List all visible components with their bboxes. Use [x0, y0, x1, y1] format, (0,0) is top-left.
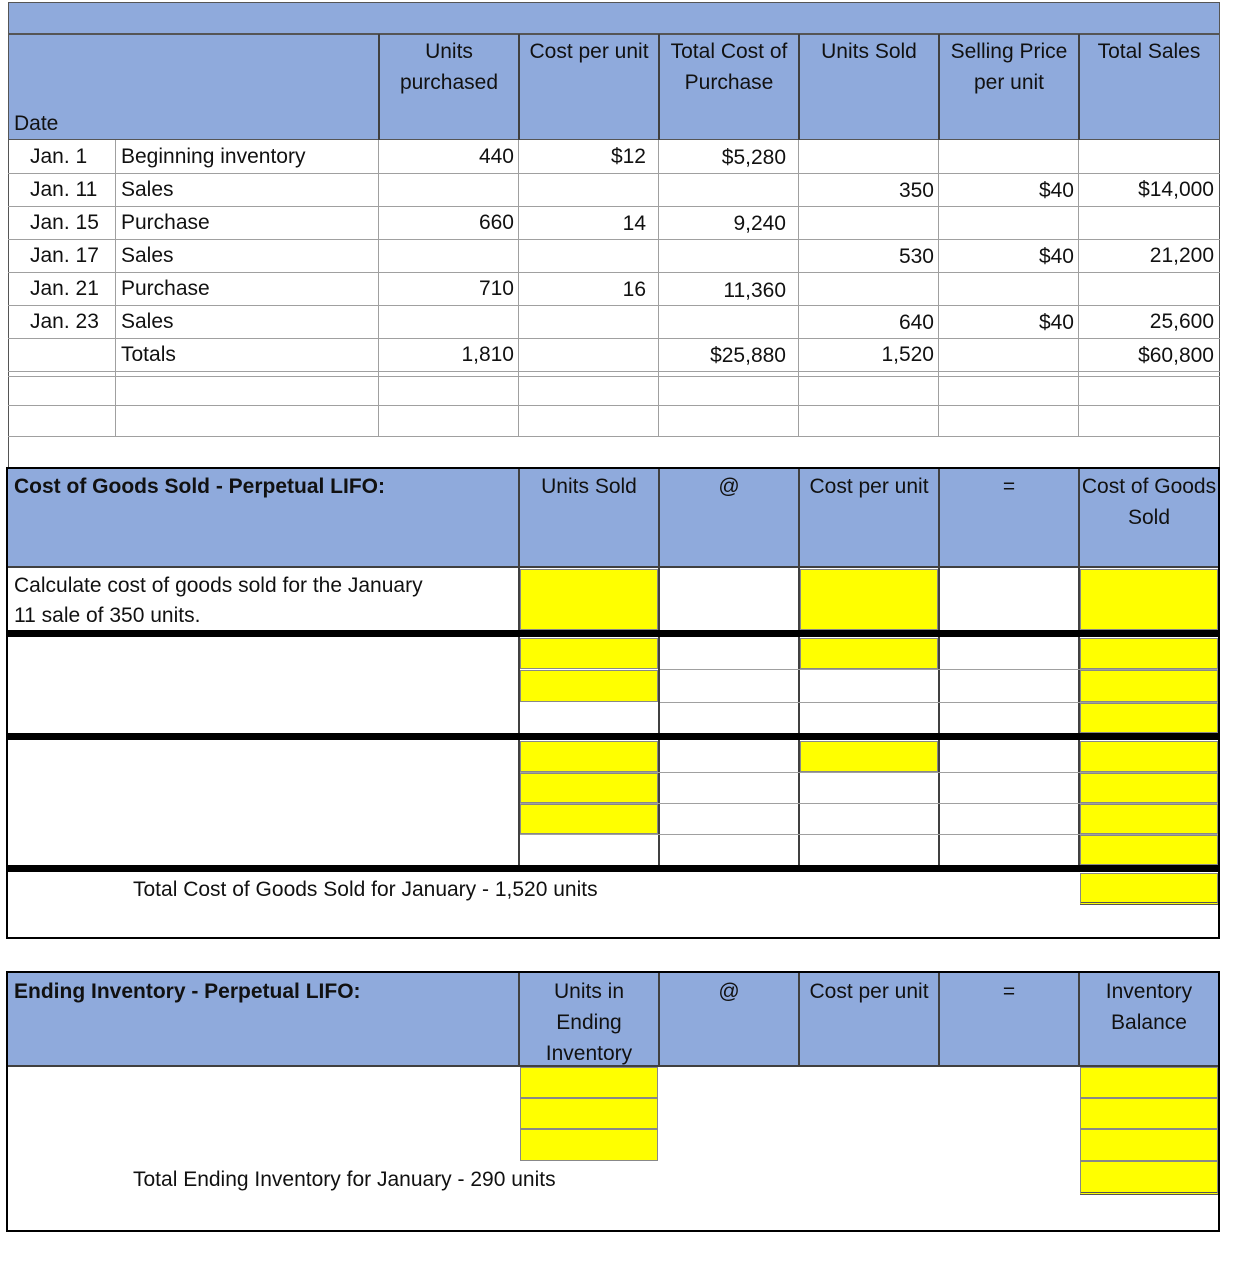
- totals-units: 1,810: [461, 343, 514, 366]
- row-description: Sales: [121, 310, 174, 333]
- row-sales: $14,000: [1138, 178, 1214, 201]
- ending-header-at: @: [718, 980, 740, 1003]
- cogs-units-input[interactable]: [520, 638, 658, 669]
- header-units-purchased: Units purchased: [399, 40, 499, 94]
- totals-sold: 1,520: [881, 343, 934, 366]
- row-units-sold: 530: [898, 245, 934, 268]
- cogs-units-input[interactable]: [520, 569, 658, 630]
- row-description: Purchase: [121, 277, 210, 300]
- cogs-header-cost-per-unit: Cost per unit: [809, 475, 929, 498]
- row-units: 440: [478, 145, 514, 168]
- row-price: $40: [1038, 311, 1074, 334]
- ending-balance-input[interactable]: [1080, 1098, 1218, 1129]
- row-cost: 14: [622, 212, 646, 235]
- cogs-cost-input[interactable]: [800, 638, 938, 669]
- row-description: Purchase: [121, 211, 210, 234]
- cogs-amount-input[interactable]: [1080, 835, 1218, 865]
- row-total-cost: $5,280: [721, 146, 786, 169]
- ending-title: Ending Inventory - Perpetual LIFO:: [14, 980, 361, 1003]
- cogs-total-input[interactable]: [1080, 873, 1218, 905]
- totals-label: Totals: [121, 343, 176, 366]
- header-date: Date: [14, 112, 59, 135]
- cogs-total-label: Total Cost of Goods Sold for January - 1,520 units: [133, 878, 598, 901]
- cogs-header-equals: =: [1002, 475, 1016, 498]
- row-date: Jan. 23: [30, 310, 99, 333]
- cogs-cost-input[interactable]: [800, 569, 938, 630]
- row-description: Beginning inventory: [121, 145, 306, 168]
- cogs-amount-input[interactable]: [1080, 804, 1218, 834]
- row-description: Sales: [121, 244, 174, 267]
- cogs-amount-input[interactable]: [1080, 638, 1218, 669]
- cogs-units-input[interactable]: [520, 670, 658, 702]
- row-date: Jan. 1: [30, 145, 88, 168]
- row-description: Sales: [121, 178, 174, 201]
- row-date: Jan. 17: [30, 244, 99, 267]
- cogs-units-input[interactable]: [520, 773, 658, 803]
- row-sales: 21,200: [1149, 244, 1214, 267]
- row-cost: $12: [610, 145, 646, 168]
- row-total-cost: 9,240: [733, 212, 786, 235]
- ending-total-input[interactable]: [1080, 1161, 1218, 1195]
- row-cost: 16: [622, 278, 646, 301]
- ending-units-input[interactable]: [520, 1067, 658, 1098]
- row-total-cost: 11,360: [723, 279, 786, 302]
- ending-units-input[interactable]: [520, 1129, 658, 1161]
- header-total-sales: Total Sales: [1097, 40, 1201, 63]
- row-price: $40: [1038, 179, 1074, 202]
- header-cost-per-unit: Cost per unit: [529, 40, 649, 63]
- row-price: $40: [1038, 245, 1074, 268]
- row-date: Jan. 15: [30, 211, 99, 234]
- ending-balance-input[interactable]: [1080, 1067, 1218, 1098]
- cogs-title: Cost of Goods Sold - Perpetual LIFO:: [14, 475, 385, 498]
- cogs-header-cogs: Cost of Goods Sold: [1081, 475, 1217, 529]
- top-title-bar: [8, 2, 1220, 34]
- cogs-amount-input[interactable]: [1080, 569, 1218, 630]
- ending-header-balance: Inventory Balance: [1105, 980, 1193, 1034]
- cogs-units-input[interactable]: [520, 741, 658, 772]
- cogs-amount-input[interactable]: [1080, 670, 1218, 702]
- cogs-prompt-line2: 11 sale of 350 units.: [14, 604, 201, 627]
- cogs-cost-input[interactable]: [800, 741, 938, 772]
- row-units-sold: 640: [898, 311, 934, 334]
- cogs-header-units-sold: Units Sold: [541, 475, 637, 498]
- totals-cost: $25,880: [710, 344, 786, 367]
- cogs-prompt-line1: Calculate cost of goods sold for the January: [14, 574, 423, 597]
- cogs-units-input[interactable]: [520, 804, 658, 834]
- ending-header-equals: =: [1002, 980, 1016, 1003]
- row-date: Jan. 11: [30, 178, 98, 201]
- row-units: 660: [478, 211, 514, 234]
- ending-total-label: Total Ending Inventory for January - 290 units: [133, 1168, 556, 1191]
- row-sales: 25,600: [1149, 310, 1214, 333]
- cogs-header-at: @: [718, 475, 740, 498]
- totals-sales: $60,800: [1138, 344, 1214, 367]
- ending-balance-input[interactable]: [1080, 1129, 1218, 1161]
- header-selling-price: Selling Price per unit: [950, 40, 1068, 94]
- header-units-sold: Units Sold: [821, 40, 917, 63]
- ending-header-cost-per-unit: Cost per unit: [809, 980, 929, 1003]
- cogs-amount-input[interactable]: [1080, 703, 1218, 733]
- row-units: 710: [478, 277, 514, 300]
- row-units-sold: 350: [898, 179, 934, 202]
- ending-header-units: Units in Ending Inventory: [545, 980, 633, 1065]
- ending-units-input[interactable]: [520, 1098, 658, 1129]
- cogs-amount-input[interactable]: [1080, 741, 1218, 772]
- header-total-cost: Total Cost of Purchase: [670, 40, 788, 94]
- cogs-amount-input[interactable]: [1080, 773, 1218, 803]
- row-date: Jan. 21: [30, 277, 99, 300]
